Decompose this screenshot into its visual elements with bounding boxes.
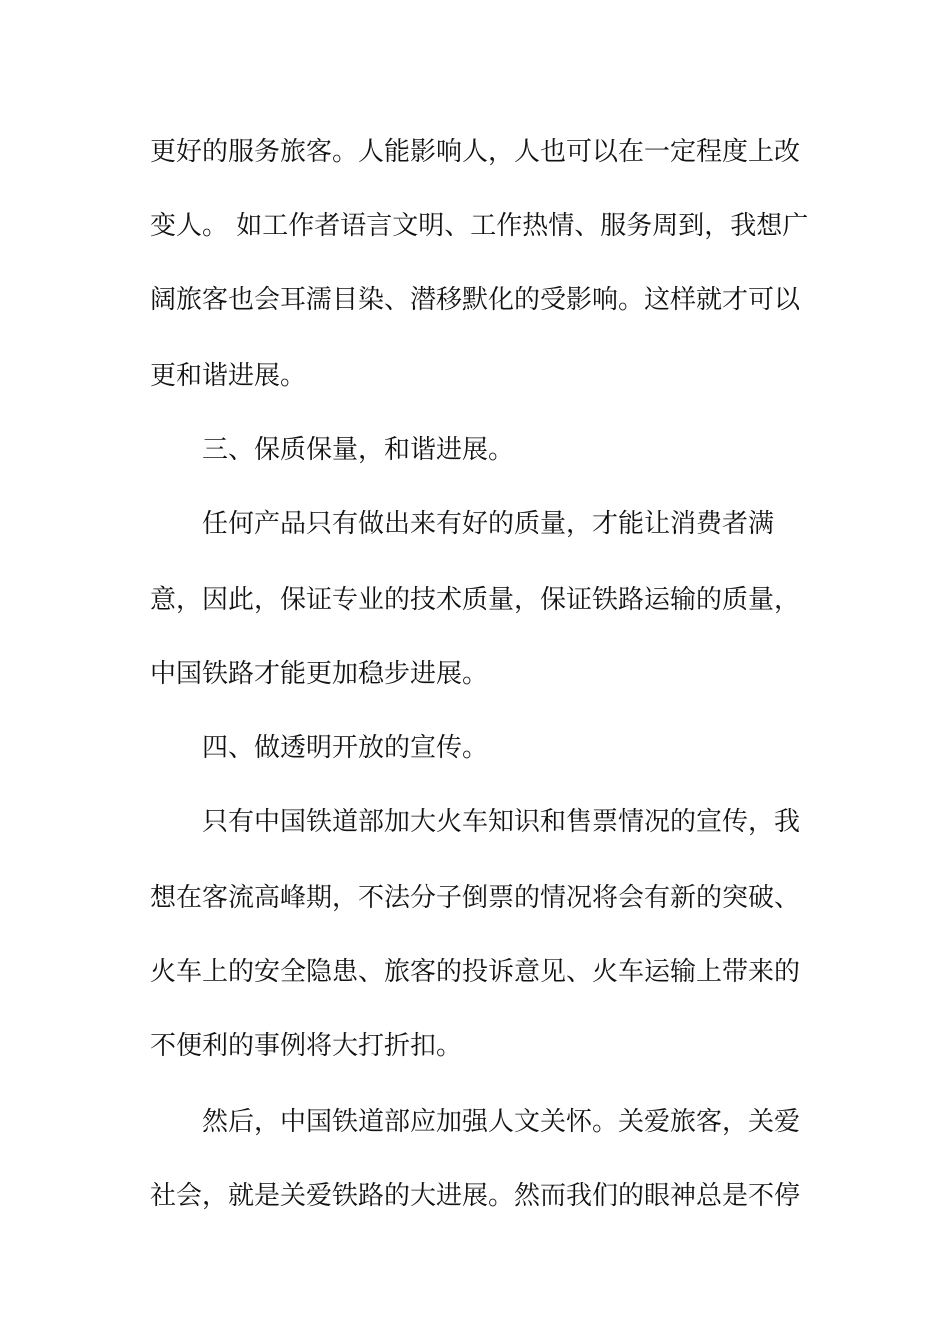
text-line: 火车上的安全隐患、旅客的投诉意见、火车运输上带来的 [150,957,801,987]
text-line: 变人。 如工作者语言文明、工作热情、服务周到，我想广 [150,211,809,241]
text-line: 只有中国铁道部加大火车知识和售票情况的宣传，我 [202,807,801,837]
text-line: 中国铁路才能更加稳步进展。 [150,659,489,689]
text-line: 任何产品只有做出来有好的质量，才能让消费者满 [202,509,775,539]
section-heading: 四、做透明开放的宣传。 [202,733,489,763]
section-heading: 三、保质保量，和谐进展。 [202,435,515,465]
text-line: 不便利的事例将大打折扣。 [150,1031,463,1061]
text-line: 然后，中国铁道部应加强人文关怀。关爱旅客，关爱 [202,1107,801,1137]
text-line: 意，因此，保证专业的技术质量，保证铁路运输的质量， [150,585,801,615]
text-line: 阔旅客也会耳濡目染、潜移默化的受影响。这样就才可以 [150,285,801,315]
text-line: 想在客流高峰期，不法分子倒票的情况将会有新的突破、 [150,883,801,913]
text-line: 更和谐进展。 [150,361,307,391]
text-line: 社会，就是关爱铁路的大进展。然而我们的眼神总是不停 [150,1181,801,1211]
text-line: 更好的服务旅客。人能影响人，人也可以在一定程度上改 [150,137,801,167]
